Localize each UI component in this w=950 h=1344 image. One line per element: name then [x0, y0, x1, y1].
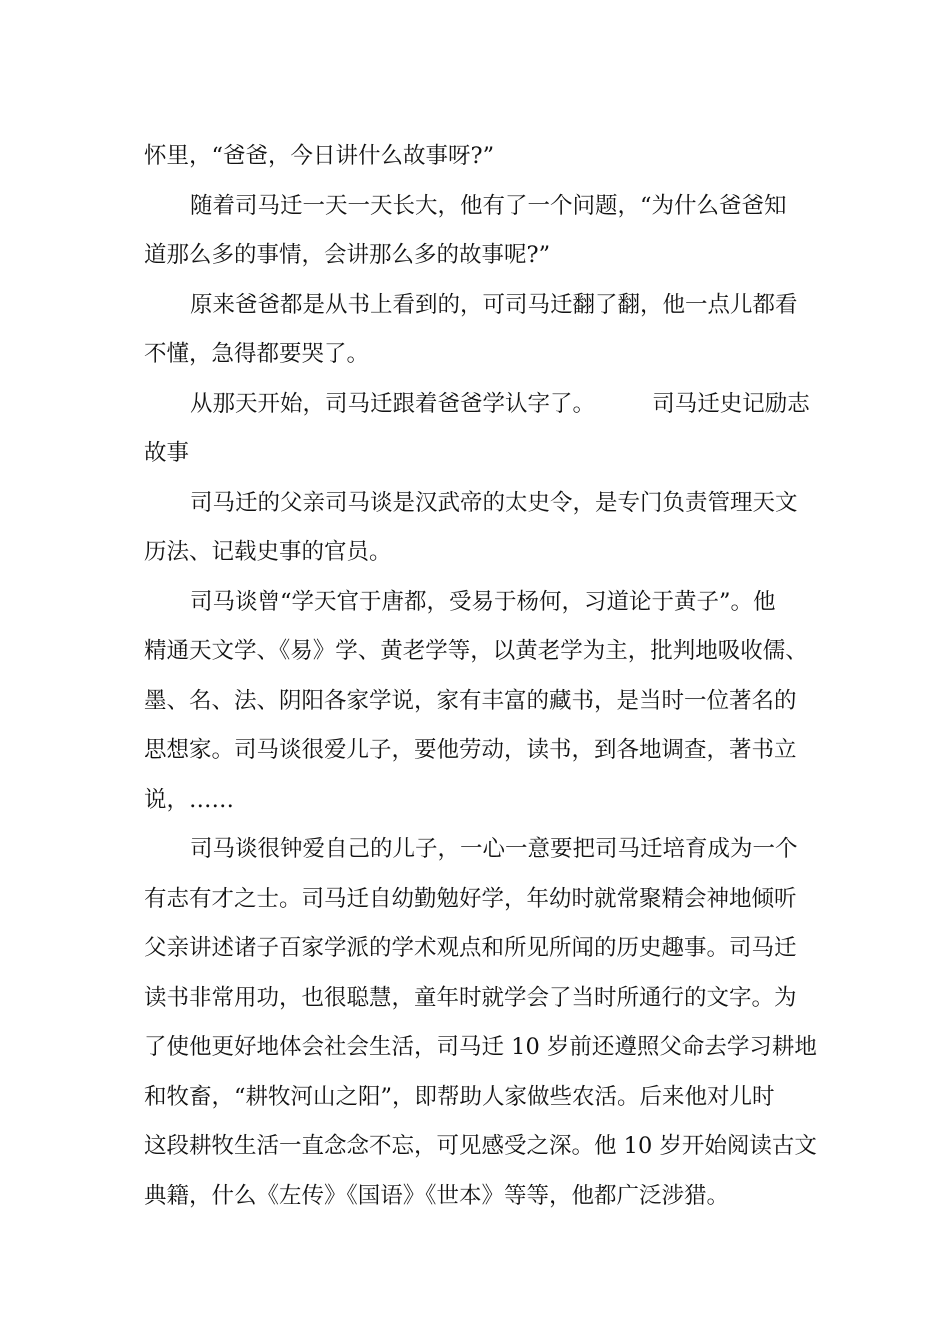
- text-line: 司马迁的父亲司马谈是汉武帝的太史令，是专门负责管理天文: [190, 489, 798, 516]
- text-line: 这段耕牧生活一直念念不忘，可见感受之深。他 10 岁开始阅读古文: [144, 1133, 817, 1159]
- text-line: 原来爸爸都是从书上看到的，可司马迁翻了翻，他一点儿都看: [190, 291, 798, 318]
- text-line: 不懂，急得都要哭了。: [144, 341, 370, 367]
- text-line: 和牧畜，“耕牧河山之阳”，即帮助人家做些农活。后来他对儿时: [144, 1083, 775, 1110]
- text-line: 随着司马迁一天一天长大，他有了一个问题，“为什么爸爸知: [190, 192, 787, 219]
- text-line: 读书非常用功，也很聪慧，童年时就学会了当时所通行的文字。为: [144, 984, 797, 1011]
- text-line: 精通天文学、《易》学、黄老学等，以黄老学为主，批判地吸收儒、: [144, 638, 808, 664]
- text-line: 典籍，什么《左传》《国语》《世本》等等，他都广泛涉猎。: [144, 1182, 730, 1209]
- text-line: 父亲讲述诸子百家学派的学术观点和所见所闻的历史趣事。司马迁: [144, 935, 797, 961]
- document-body: [144, 132, 824, 1221]
- text-line: 怀里，“爸爸，今日讲什么故事呀?”: [144, 143, 495, 169]
- text-line: 从那天开始，司马迁跟着爸爸学认字了。 司马迁史记励志: [190, 390, 810, 417]
- text-line: 司马谈很钟爱自己的儿子，一心一意要把司马迁培育成为一个: [190, 836, 798, 862]
- text-line: 说，……: [144, 786, 235, 813]
- text-line: 历法、记载史事的官员。: [144, 539, 392, 565]
- text-line: 道那么多的事情，会讲那么多的故事呢?”: [144, 242, 551, 268]
- text-line: 了使他更好地体会社会生活，司马迁 10 岁前还遵照父命去学习耕地: [144, 1034, 817, 1060]
- text-line: 司马谈曾“学天官于唐都，受易于杨何，习道论于黄子”。他: [190, 588, 776, 615]
- text-line: 墨、名、法、阴阳各家学说，家有丰富的藏书，是当时一位著名的: [144, 687, 797, 714]
- text-line: 有志有才之士。司马迁自幼勤勉好学，年幼时就常聚精会神地倾听: [144, 885, 797, 912]
- text-line: 故事: [144, 440, 190, 466]
- text-line: 思想家。司马谈很爱儿子，要他劳动，读书，到各地调查，著书立: [144, 737, 797, 763]
